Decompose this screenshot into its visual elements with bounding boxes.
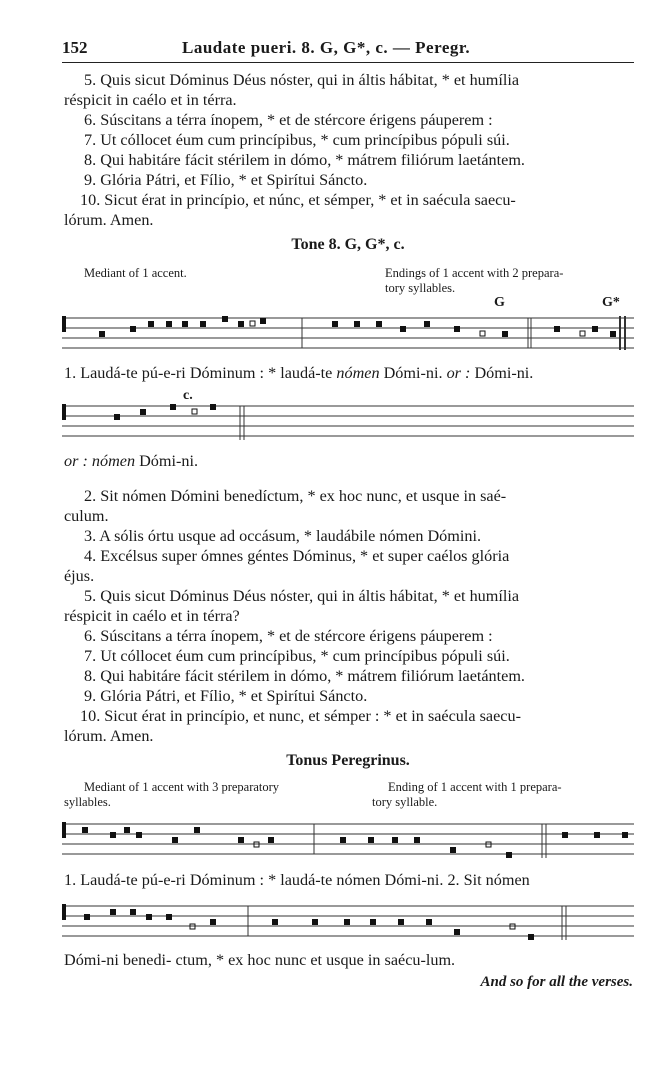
peregrinus-staff-1 (62, 818, 634, 866)
endings-label-1: Endings of 1 accent with 2 prepara- (385, 266, 564, 280)
header-rule (62, 62, 634, 63)
pereg-mediant-label-1: Mediant of 1 accent with 3 preparatory (84, 780, 280, 794)
verse-5-line-2-b: réspicit in caélo et in térra? (64, 607, 240, 625)
verse-4-line-2: éjus. (64, 567, 95, 585)
verse-2-line-2: culum. (64, 507, 109, 525)
neumes (62, 316, 616, 337)
tone-8-lyric-1: 1. Laudá-te pú-e-ri Dóminum : * laudá-te nómen Dómi-ni. or : Dómi-ni. (64, 364, 534, 382)
tone-8-staff-1 (62, 312, 634, 356)
peregrinus-lyric-2: Dómi-ni benedi- ctum, * ex hoc nunc et usque in saécu-lum. (64, 951, 456, 969)
pereg-ending-label-2: tory syllable. (372, 795, 438, 809)
verse-5-line-2: réspicit in caélo et in térra. (64, 91, 237, 109)
verse-2-line-1: 2. Sit nómen Dómini benedíctum, * ex hoc nunc, et usque in saé- (84, 487, 507, 505)
peregrinus-staff-2 (62, 896, 634, 946)
tone-8-staff-2 (62, 400, 634, 444)
verse-3: 3. A sólis órtu usque ad occásum, * laudábile nómen Dómini. (84, 527, 481, 545)
mediant-label: Mediant of 1 accent. (84, 266, 187, 280)
peregrinus-lyric-1: 1. Laudá-te pú-e-ri Dóminum : * laudá-te nómen Dómi-ni. 2. Sit nómen (64, 871, 530, 889)
verse-10-line-1-b: 10. Sicut érat in princípio, et nunc, et sémper : * et in saécula saecu- (80, 707, 521, 725)
running-title: Laudate pueri. 8. G, G*, c. — Peregr. (182, 38, 471, 57)
verse-8-b: 8. Qui habitáre fácit stérilem in dómo, * mátrem filiórum laetántem. (84, 667, 525, 685)
verse-7: 7. Ut cóllocet éum cum princípibus, * cum princípibus pópuli súi. (84, 131, 510, 149)
verse-5-line-1: 5. Quis sicut Dóminus Déus nóster, qui in áltis hábitat, * et humília (84, 71, 520, 89)
verse-6-b: 6. Súscitans a térra ínopem, * et de stércore érigens páuperem : (84, 627, 493, 645)
ending-c-label: c. (183, 388, 193, 403)
tone-8-lyric-2: or : nómen Dómi-ni. (64, 452, 198, 470)
pereg-mediant-label-2: syllables. (64, 795, 111, 809)
ending-g-label: G (494, 295, 505, 310)
closing-note: And so for all the verses. (480, 974, 633, 990)
endings-label-2: tory syllables. (385, 281, 456, 295)
verse-10-line-2-b: lórum. Amen. (64, 727, 154, 745)
verse-6: 6. Súscitans a térra ínopem, * et de stércore érigens páuperem : (84, 111, 493, 129)
verse-10-line-1: 10. Sicut érat in princípio, et núnc, et sémper, * et in saécula saecu- (80, 191, 516, 209)
tone-8-title: Tone 8. G, G*, c. (291, 236, 405, 253)
verse-10-line-2: lórum. Amen. (64, 211, 154, 229)
verse-7-b: 7. Ut cóllocet éum cum princípibus, * cum princípibus pópuli súi. (84, 647, 510, 665)
pereg-ending-label-1: Ending of 1 accent with 1 prepara- (388, 780, 562, 794)
page-number: 152 (62, 38, 88, 57)
page-header (62, 38, 634, 60)
peregrinus-title: Tonus Peregrinus. (286, 752, 410, 769)
ending-gstar-label: G* (602, 295, 620, 310)
verse-9: 9. Glória Pátri, et Fílio, * et Spirítui Sáncto. (84, 171, 368, 189)
verse-9-b: 9. Glória Pátri, et Fílio, * et Spirítui Sáncto. (84, 687, 368, 705)
verse-4-line-1: 4. Excélsus super ómnes géntes Dóminus, * et super caélos glória (84, 547, 510, 565)
verse-5-line-1-b: 5. Quis sicut Dóminus Déus nóster, qui in áltis hábitat, * et humília (84, 587, 520, 605)
verse-8: 8. Qui habitáre fácit stérilem in dómo, * mátrem filiórum laetántem. (84, 151, 525, 169)
